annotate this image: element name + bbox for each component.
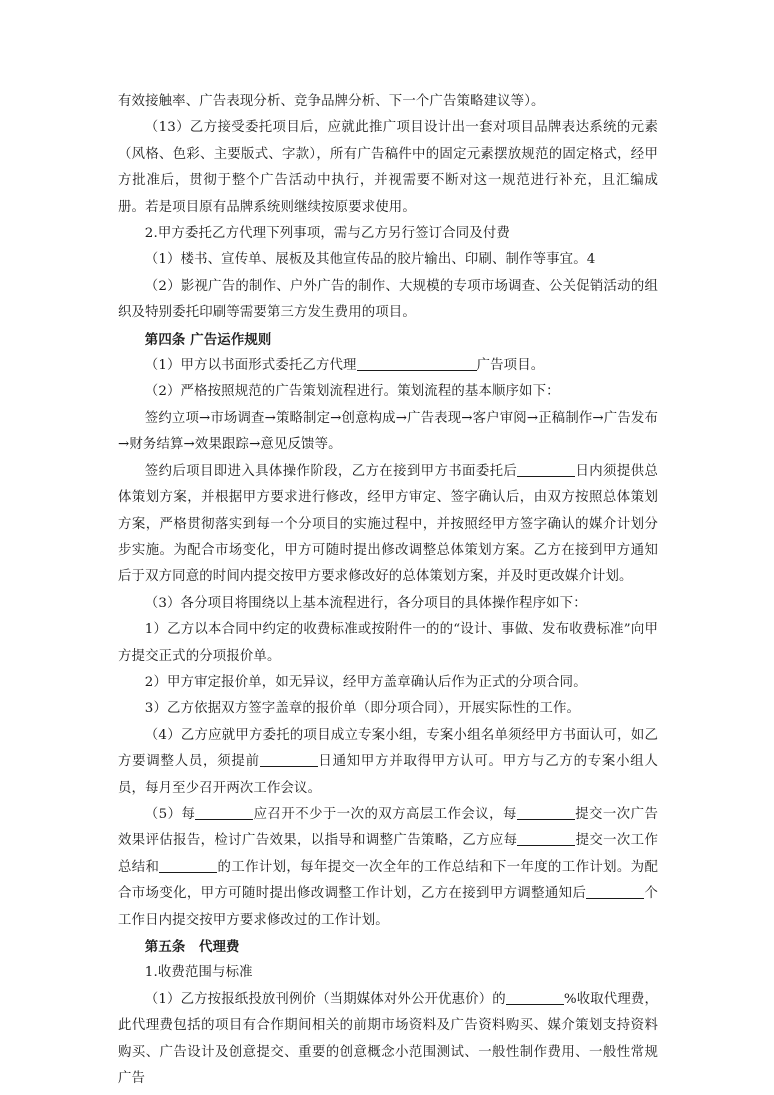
paragraph: （1）楼书、宣传单、展板及其他宣传品的胶片输出、印刷、制作等事宜。4	[144, 252, 596, 268]
text-run: （4）乙方应就甲方委托的项目成立专案小组，专案小组名单须经甲方书面认可，如乙方要调整人员，须提前	[118, 727, 658, 770]
text-run: 的工作计划，每年提交一次全年的工作总结和下一年度的工作计划。为配合市场变化，甲方可随时提出修改调整工作计划，乙方在接到甲方调整通知后	[118, 859, 658, 902]
text-run: （5）每	[144, 806, 196, 822]
blank-fill-line	[517, 831, 575, 846]
paragraph	[118, 723, 658, 802]
document-body	[118, 89, 658, 1092]
paragraph: 3）乙方依据双方签字盖章的报价单（即分项合同），开展实际性的工作。	[144, 701, 581, 717]
paragraph: 2）甲方审定报价单，如无异议，经甲方盖章确认后作为正式的分项合同。	[144, 674, 587, 690]
paragraph: 2.甲方委托乙方代理下列事项，需与乙方另行签订合同及付费	[144, 226, 510, 242]
text-run: 签约后项目即进入具体操作阶段，乙方在接到甲方书面委托后	[144, 463, 518, 479]
text-run: 个工作日内提交按甲方要求修改过的工作计划。	[118, 886, 658, 928]
text-run: 日通知甲方并取得甲方认可。甲方与乙方的专案小组人员，每月至少召开两次工作会议。	[118, 754, 658, 796]
blank-fill-line	[357, 356, 477, 371]
blank-fill-line	[506, 990, 564, 1005]
paragraph	[118, 353, 658, 379]
paragraph: 1）乙方以本合同中约定的收费标准或按附件一的的“设计、事做、发布收费标准”向甲方提交正式的分项报价单。	[118, 622, 658, 664]
paragraph: 签约立项→市场调查→策略制定→创意构成→广告表现→客户审阅→正稿制作→广告发布→财务结算→效果跟踪→意见反馈等。	[118, 410, 658, 453]
blank-fill-line	[517, 462, 575, 477]
blank-fill-line	[159, 858, 217, 873]
section-heading-article-4: 第四条 广告运作规则	[144, 331, 272, 348]
text-run: 广告项目。	[476, 358, 545, 374]
blank-fill-line	[586, 884, 644, 899]
text-run: 提交一次广告效果评估报告，检讨广告效果，以指导和调整广告策略，乙方应每	[118, 806, 658, 849]
text-run: 日内须提供总体策划方案，并根据甲方要求进行修改，经甲方审定、签字确认后，由双方按照总体策划方案，严格贯彻落实到每一个分项目的实施过程中，并按照经甲方签字确认的媒介计划分步实施。为配合市场变化，甲方可随时提出修改调整总体策划方案。乙方在接到甲方通知后于双方同意的时间内提交按甲方要求修改好的总体策划方案，并及时更改媒介计划。	[118, 463, 658, 585]
text-run: 应召开不少于一次的双方高层工作会议，每	[253, 806, 517, 822]
text-run: （1）乙方按报纸投放刊例价（当期媒体对外公开优惠价）的	[144, 991, 506, 1007]
paragraph	[118, 459, 658, 591]
blank-fill-line	[517, 805, 575, 820]
paragraph	[118, 987, 658, 1093]
paragraph: （3）各分项目将围绕以上基本流程进行，各分项目的具体操作程序如下：	[144, 595, 587, 611]
paragraph: （2）影视广告的制作、户外广告的制作、大规模的专项市场调查、公关促销活动的组织及特别委托印刷等需要第三方发生费用的项目。	[118, 278, 658, 321]
paragraph: 有效接触率、广告表现分析、竞争品牌分析、下一个广告策略建议等）。	[118, 94, 545, 109]
paragraph: （2）严格按照规范的广告策划流程进行。策划流程的基本顺序如下：	[144, 384, 560, 400]
paragraph	[118, 802, 658, 934]
paragraph: 1.收费范围与标准	[144, 965, 253, 981]
text-run: （1）甲方以书面形式委托乙方代理	[144, 358, 357, 374]
blank-fill-line	[195, 805, 253, 820]
text-run: %收取代理费，此代理费包括的项目有合作期间相关的前期市场资料及广告资料购买、媒介策划支持资料购买、广告设计及创意提交、重要的创意概念小范围测试、一般性制作费用、一般性常规广告	[118, 991, 658, 1087]
blank-fill-line	[260, 752, 318, 767]
text-run: 提交一次工作总结和	[118, 833, 658, 875]
paragraph: （13）乙方接受委托项目后，应就此推广项目设计出一套对项目品牌表达系统的元素（风格、色彩、主要版式、字款），所有广告稿件中的固定元素摆放规范的固定格式，经甲方批准后，贯彻于整个广告活动中执行，并视需要不断对这一规范进行补充，且汇编成册。若是项目原有品牌系统则继续按原要求使用。	[118, 120, 658, 215]
section-heading-article-5: 第五条 代理费	[144, 939, 240, 955]
